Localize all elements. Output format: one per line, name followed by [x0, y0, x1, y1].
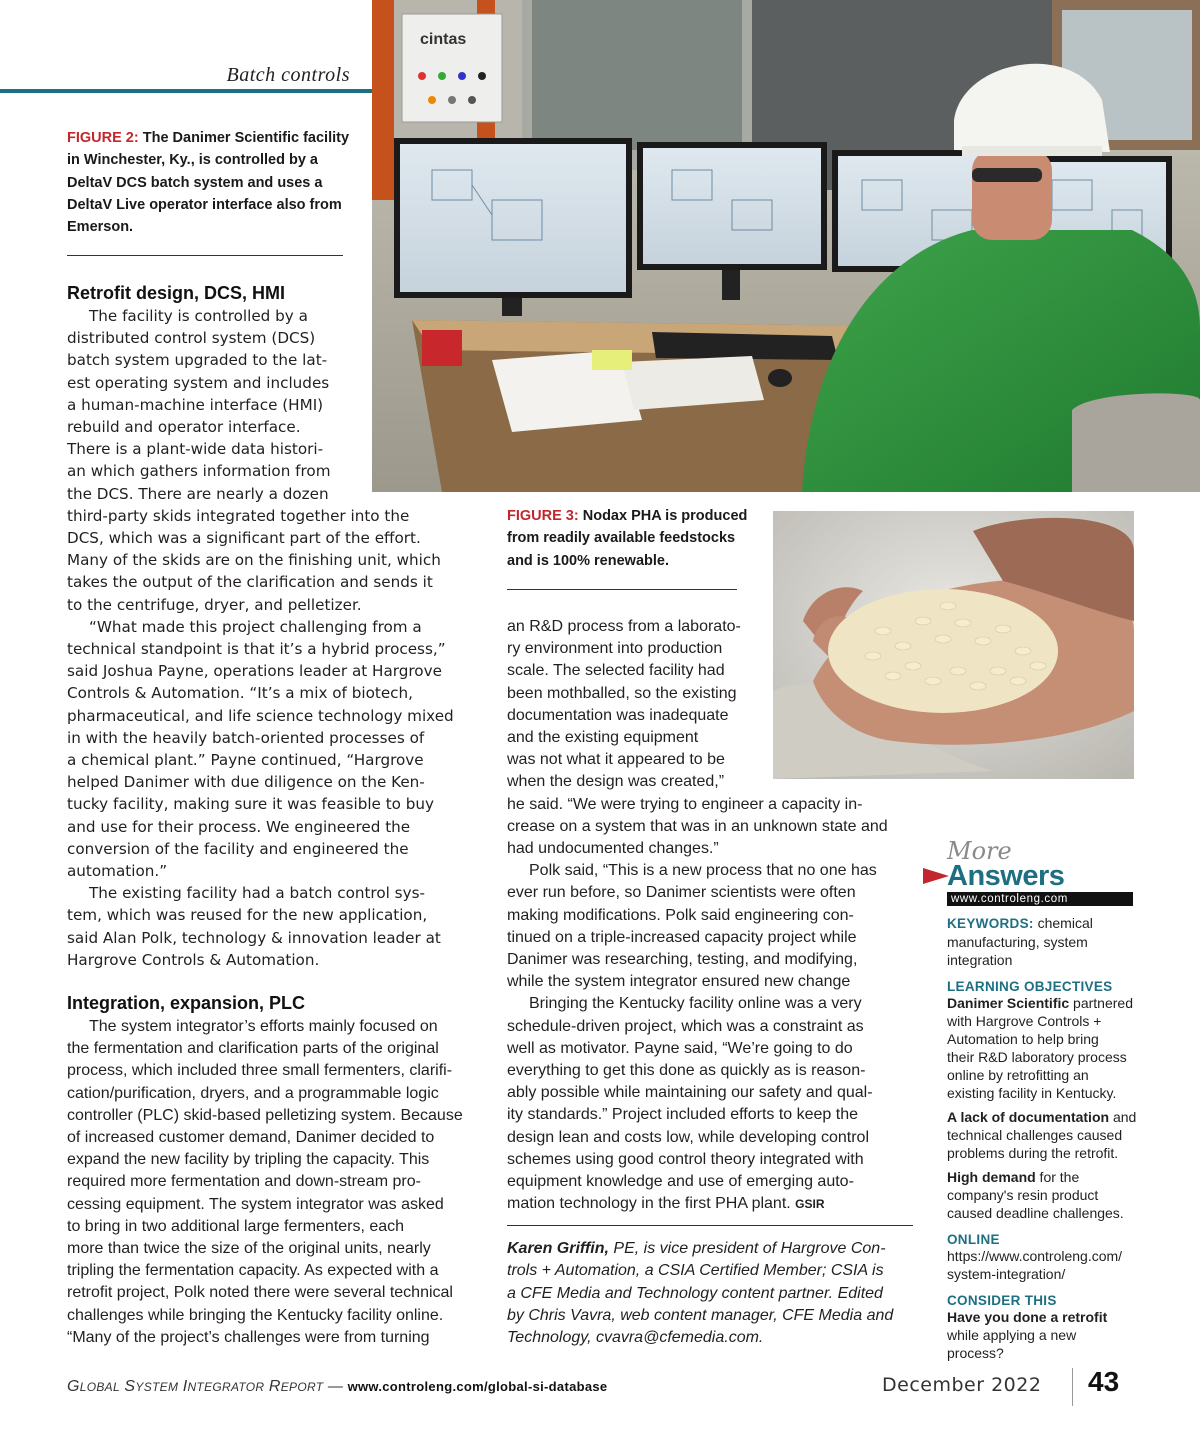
section2-body: The system integrator’s efforts mainly focused on the fermentation and clarification parts of the original process, which included three small fermenters, clarifi- cation/purification, dryers, and a programmable logic controller (PLC) skid-based pelletizing system. Because of increased customer demand, Danimer decided to expand the new facility by tripling the capacity. This required more fermentation and down-stream pro- cessing equipment. The system integrator was asked to bring in two additional large fermenters, each more than twice the size of the original units, nearly tripling the fermentation capacity. As expected with a retrofit project, Polk noted there were several technical challenges while bringing the Kentucky facility online. “Many of the project’s challenges were from turning — [67, 1018, 463, 1346]
author-name: Karen Griffin, — [507, 1240, 609, 1257]
figure3-caption: FIGURE 3: Nodax PHA is produced from readily available feedstocks and is 100% renewable. — [507, 508, 748, 569]
page-number: 43 — [1088, 1366, 1120, 1397]
footer-date: December 2022 — [882, 1374, 1042, 1396]
author-bio: Karen Griffin, PE, is vice president of Hargrove Con- trols + Automation, a CSIA Certified Member; CSIA is a CFE Media and Technology content partner. Edited by Chris Vavra, web content manager, CFE Media and Technology, cvavra@cfemedia.com. — [507, 1240, 894, 1347]
sidebar-url[interactable]: www.controleng.com — [947, 892, 1133, 906]
keywords-label: KEYWORDS: — [947, 916, 1034, 931]
objective-1: Danimer Scientific partnered with Hargrove Controls + Automation to help bring their R&D laboratory process online by retrofitting an existing facility in Kentucky. — [947, 995, 1133, 1101]
section1-heading: Retrofit design, DCS, HMI — [67, 283, 286, 303]
consider-label: CONSIDER THIS — [947, 1293, 1057, 1308]
footer-url[interactable]: www.controleng.com/global-si-database — [347, 1379, 608, 1394]
figure2-label: FIGURE 2: — [67, 130, 139, 146]
author-rule — [507, 1225, 913, 1226]
figure2-caption: FIGURE 2: The Danimer Scientific facility in Winchester, Ky., is controlled by a DeltaV DCS batch system and uses a DeltaV Live operator interface also from Emerson. — [67, 130, 350, 236]
gsir-end-mark: GSIR — [795, 1197, 825, 1212]
section-label: Batch controls — [226, 64, 350, 86]
figure2-photo — [372, 0, 1200, 492]
answers-label: Answers — [947, 860, 1065, 892]
column2-body: an R&D process from a laborato- ry environment into production scale. The selected facility had been mothballed, so the existing documentation was inadequate and the existing equipment was not what it appeared to be when the design was created,” he said. “We were trying to engineer a capacity in- crease on a system that was in an unknown state and had undocumented changes.” Polk said, “This is a new process that no one has ever run before, so Danimer scientists were often making modifications. Polk said engineering con- tinued on a triple-increased capacity project while Danimer was researching, testing, and modifying, while the system integrator ensured new change Bringing the Kentucky facility online was a very schedule-driven project, which was a constraint as well as motivator. Payne said, “We’re going to do everything to get this done as quickly as is reason- ably possible while maintaining our safety and qual- ity standards.” Project included efforts to keep the design lean and costs low, while developing control schemes using good control theory integrated with equipment knowledge and use of emerging auto- mation technology in the first PHA plant. GSIR — [507, 618, 888, 1213]
section1-body: The facility is controlled by a distributed control system (DCS) batch system upgraded to the lat- est operating system and includes a human-machine interface (HMI) rebuild and operator interface. There is a plant-wide data histori- an which gathers information from the DCS. There are nearly a dozen third-party skids integrated together into the DCS, which was a significant part of the effort. Many of the skids are on the finishing unit, which takes the output of the clarification and sends it to the centrifuge, dryer, and pelletizer. “What made this project challenging from a technical standpoint is that it’s a hybrid process,” said Joshua Payne, operations leader at Hargrove Controls & Automation. “It’s a mix of biotech, pharmaceutical, and life science technology mixed in with the heavily batch-oriented processes of a chemical plant.” Payne continued, “Hargrove helped Danimer with due diligence on the Ken- tucky facility, making sure it was feasible to buy and use for their process. We engineered the conversion of the facility and engineered the automation.” The existing facility had a batch control sys- tem, which was reused for the new application, said Alan Polk, technology & innovation leader at Hargrove Controls & Automation. — [67, 307, 454, 969]
figure3-label: FIGURE 3: — [507, 508, 579, 524]
section2-heading: Integration, expansion, PLC — [67, 993, 306, 1013]
figure2-caption-rule — [67, 255, 343, 256]
footer-divider — [1072, 1368, 1073, 1406]
objective-2: A lack of documentation and technical challenges caused problems during the retrofit. — [947, 1109, 1137, 1161]
objectives-label: LEARNING OBJECTIVES — [947, 979, 1113, 994]
consider-text: Have you done a retrofit while applying a new process? — [947, 1309, 1108, 1361]
more-label: More — [947, 837, 1012, 865]
answers-arrow-icon — [923, 868, 949, 884]
more-answers-sidebar — [947, 838, 1147, 1362]
online-link[interactable]: https://www.controleng.com/ system-integration/ — [947, 1248, 1123, 1282]
section-rule — [0, 89, 372, 93]
figure3-caption-rule — [507, 589, 737, 590]
objective-3: High demand for the company's resin product caused deadline challenges. — [947, 1169, 1124, 1221]
footer-publication: GLOBAL SYSTEM INTEGRATOR REPORT — www.controleng.com/global-si-database — [67, 1378, 608, 1395]
answers-row — [947, 862, 1147, 892]
cintas-sign: cintas — [420, 31, 467, 48]
keywords-block: KEYWORDS: chemical manufacturing, system integration — [947, 915, 1093, 968]
online-label: ONLINE — [947, 1232, 1000, 1247]
